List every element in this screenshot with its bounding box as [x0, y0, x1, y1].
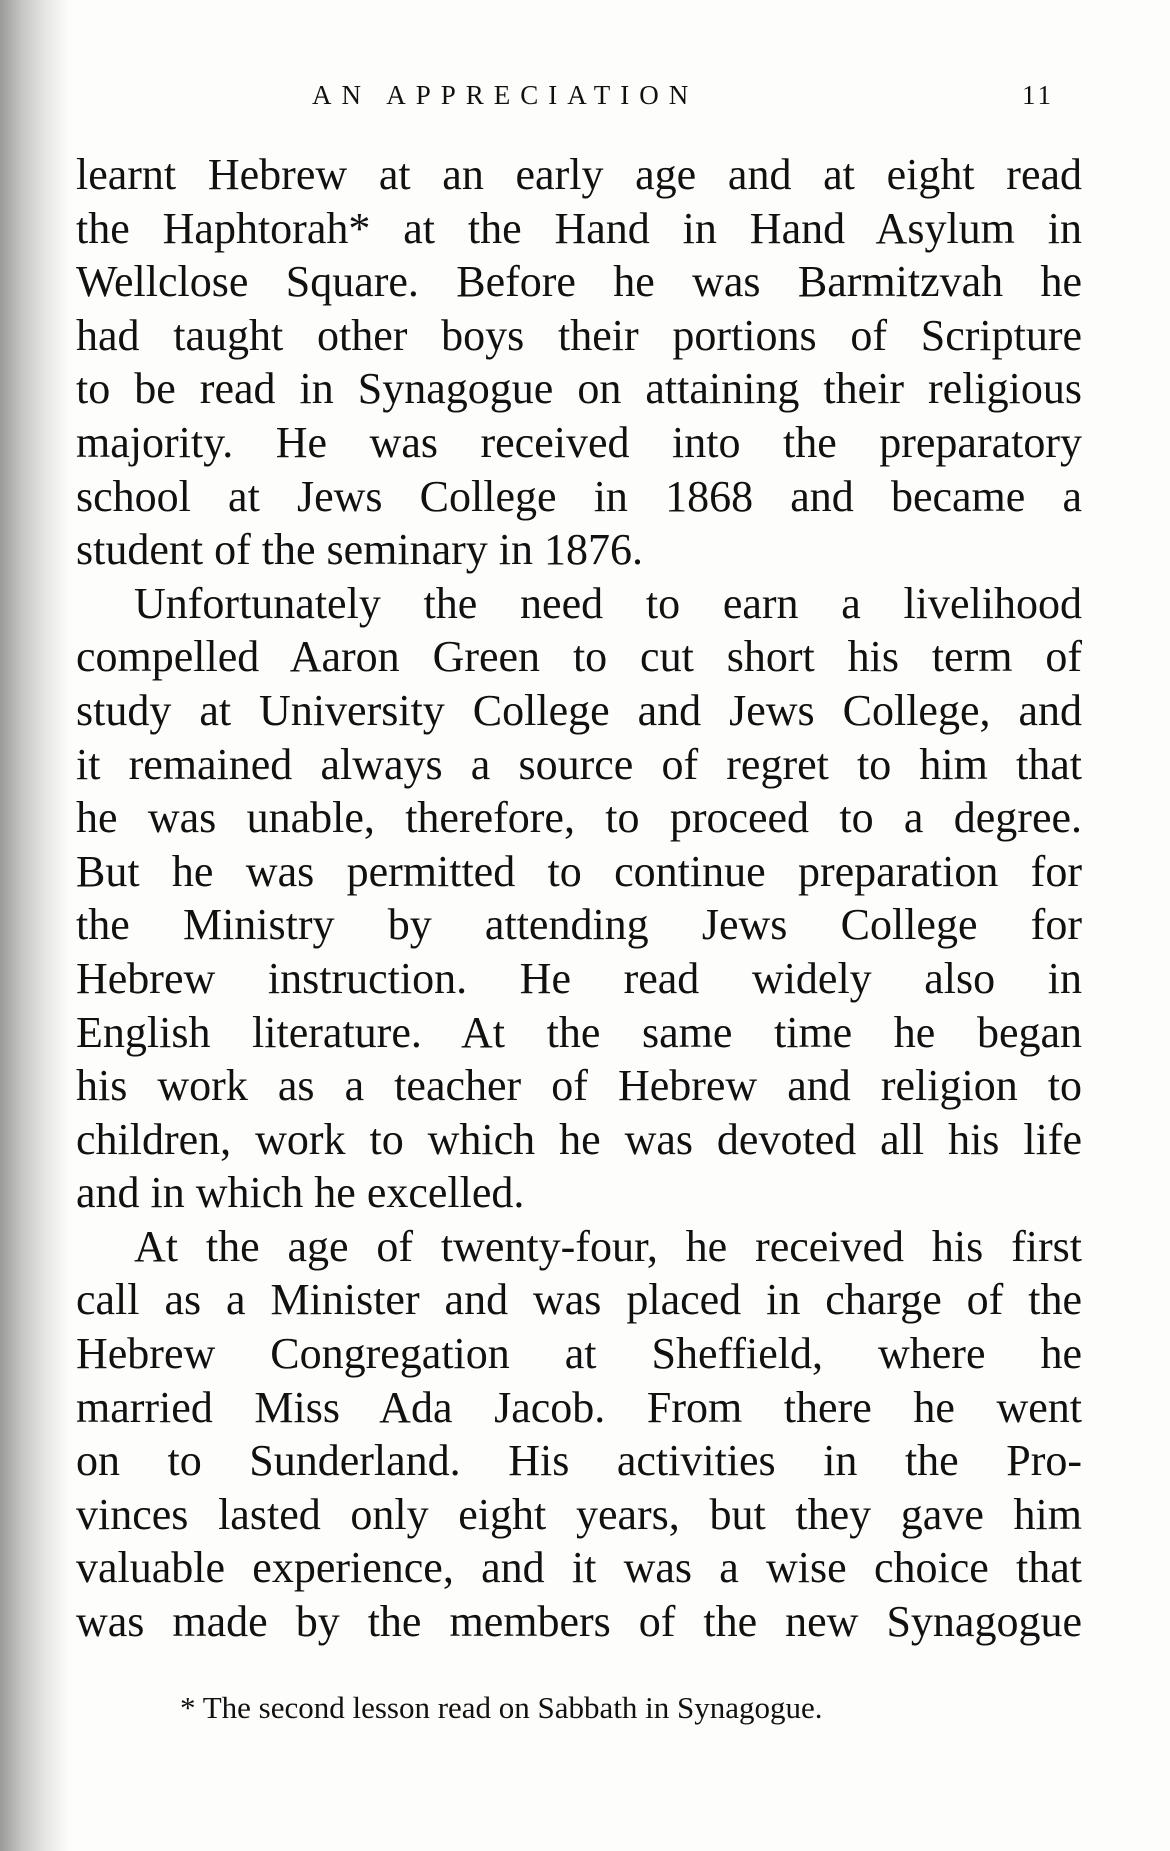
- text-line: At the age of twenty-four, he received his first: [134, 1221, 1082, 1271]
- text-line: student of the seminary in 1876.: [76, 525, 644, 575]
- text-line: But he was permitted to continue preparation for: [76, 846, 1082, 896]
- text-line: learnt Hebrew at an early age and at eight read: [76, 150, 1082, 199]
- binding-shadow: [0, 0, 70, 1851]
- text-line: compelled Aaron Green to cut short his term of: [76, 632, 1082, 682]
- text-line: he was unable, therefore, to proceed to a degree.: [76, 793, 1082, 843]
- footnote: * The second lesson read on Sabbath in Synagogue.: [180, 1690, 823, 1725]
- body-text: [76, 148, 1082, 1649]
- text-line: his work as a teacher of Hebrew and religion to: [76, 1061, 1082, 1111]
- text-line: on to Sunderland. His activities in the Pro-: [76, 1436, 1082, 1486]
- text-line: majority. He was received into the preparatory: [76, 417, 1082, 467]
- paragraph-3: [76, 1220, 1082, 1649]
- running-head: AN APPRECIATION: [312, 80, 699, 110]
- text-line: Hebrew Congregation at Sheffield, where he: [76, 1329, 1082, 1379]
- text-line: school at Jews College in 1868 and became a: [76, 471, 1082, 521]
- text-line: to be read in Synagogue on attaining their religious: [76, 364, 1082, 414]
- text-line: Hebrew instruction. He read widely also in: [76, 953, 1082, 1003]
- text-line: the Ministry by attending Jews College for: [76, 900, 1082, 950]
- text-line: valuable experience, and it was a wise choice that: [76, 1543, 1082, 1593]
- text-line: married Miss Ada Jacob. From there he went: [76, 1382, 1082, 1432]
- text-line: the Haphtorah* at the Hand in Hand Asylum in: [76, 203, 1082, 253]
- text-line: Wellclose Square. Before he was Barmitzvah he: [76, 257, 1082, 307]
- text-line: it remained always a source of regret to him that: [76, 739, 1082, 789]
- text-line: was made by the members of the new Synagogue: [76, 1597, 1082, 1647]
- text-line: English literature. At the same time he began: [76, 1007, 1082, 1057]
- text-line: call as a Minister and was placed in charge of the: [76, 1275, 1082, 1325]
- text-line: had taught other boys their portions of Scripture: [76, 310, 1082, 360]
- text-line: and in which he excelled.: [76, 1168, 525, 1218]
- text-line: children, work to which he was devoted all his life: [76, 1114, 1082, 1164]
- paragraph-2: [76, 577, 1082, 1220]
- page-number: 11: [1022, 80, 1054, 110]
- text-line: vinces lasted only eight years, but they gave him: [76, 1489, 1082, 1539]
- text-line: Unfortunately the need to earn a livelihood: [134, 578, 1082, 628]
- text-line: study at University College and Jews College, and: [76, 685, 1082, 735]
- paragraph-1: [76, 148, 1082, 577]
